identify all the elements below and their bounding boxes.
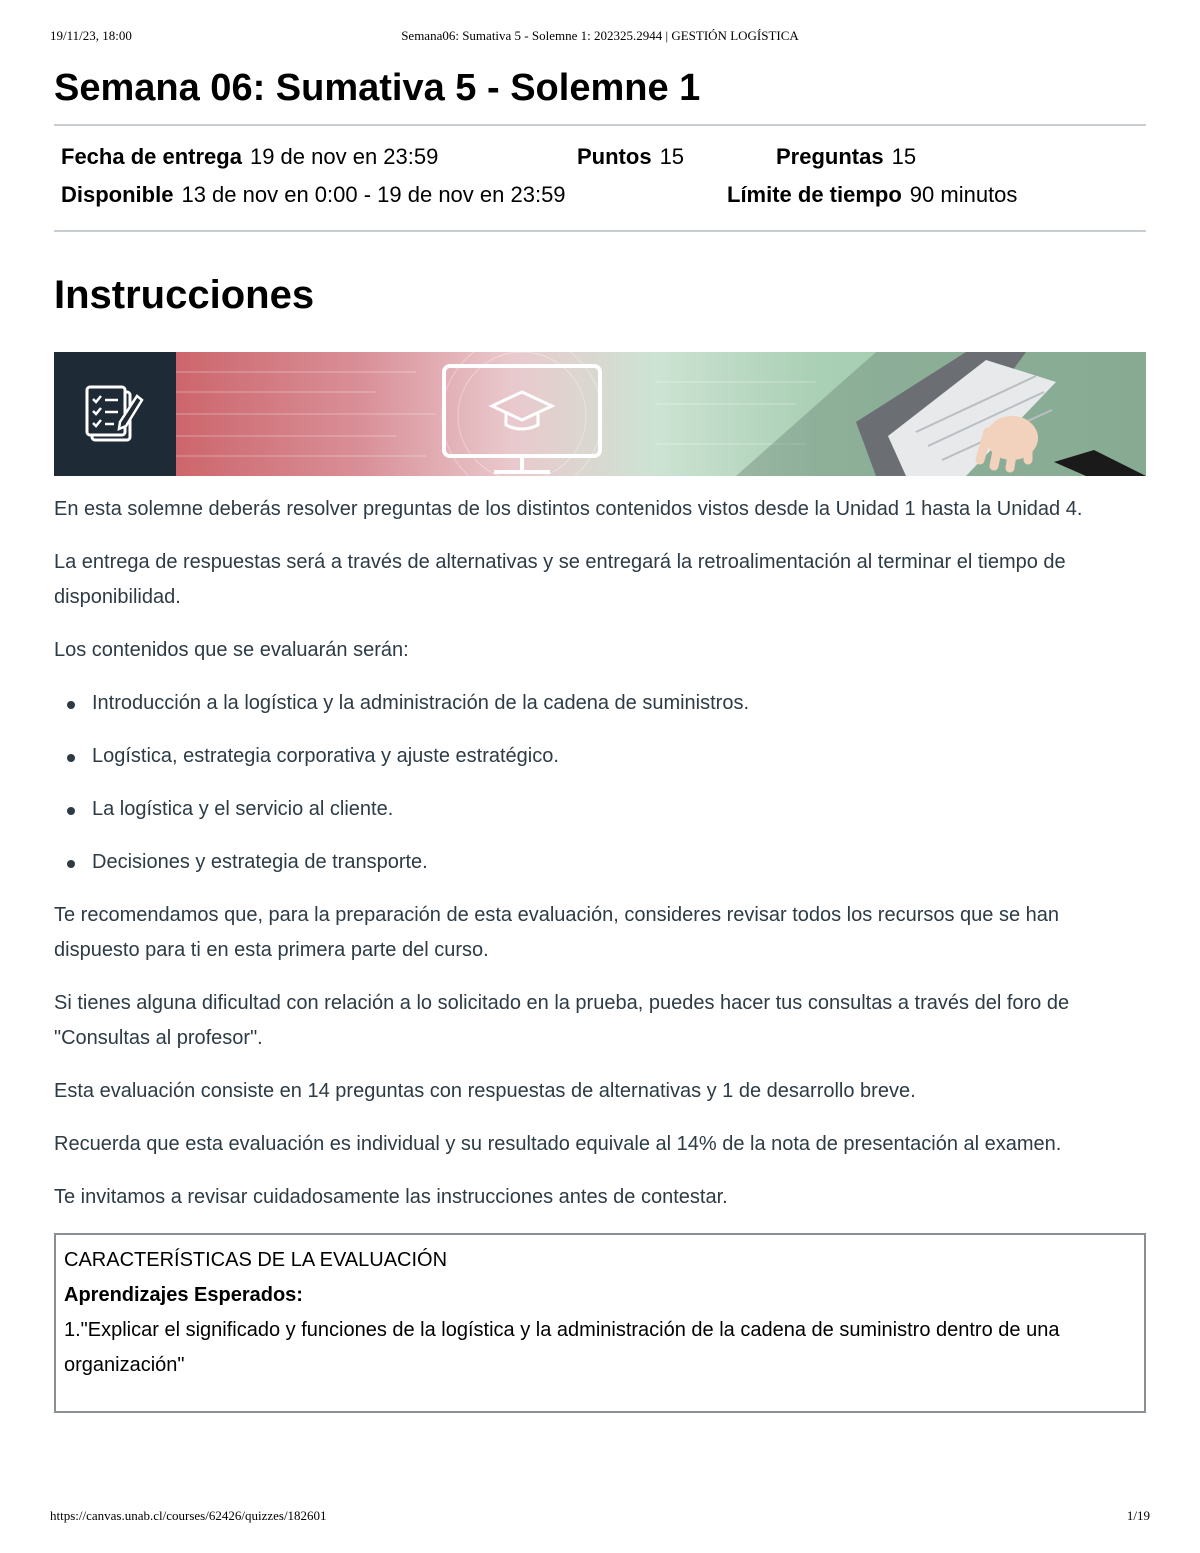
page-number: 1/19: [1126, 1508, 1150, 1523]
paragraph-contents-intro: Los contenidos que se evaluarán serán:: [54, 639, 409, 661]
list-item: La logística y el servicio al cliente.: [54, 792, 1146, 827]
availability-value: 13 de nov en 0:00 - 19 de nov en 23:59: [181, 182, 566, 207]
points-label: Puntos: [577, 144, 652, 169]
print-document-title: Semana06: Sumativa 5 - Solemne 1: 202325.2944 | GESTIÓN LOGÍSTICA: [401, 28, 799, 43]
print-date: 19/11/23, 18:00: [50, 28, 132, 43]
exam-checklist-icon: [54, 352, 176, 476]
paragraph-question-count: Esta evaluación consiste en 14 preguntas con respuestas de alternativas y 1 de desarrollo breve.: [54, 1080, 916, 1102]
evaluation-characteristics-box: [54, 1233, 1146, 1413]
points: [577, 144, 684, 170]
availability: [61, 182, 566, 208]
instructions-banner: [54, 352, 1146, 476]
expected-learning-heading: Aprendizajes Esperados:: [64, 1284, 303, 1306]
print-header: [50, 28, 1150, 48]
due-date-value: 19 de nov en 23:59: [249, 144, 439, 169]
section-title: Instrucciones: [54, 273, 315, 317]
paragraph-recommendation: Te recomendamos que, para la preparación de esta evaluación, consideres revisar todos los recursos que se han dispuesto para ti en esta primera parte del curso.: [54, 904, 1060, 961]
due-date-label: Fecha de entrega: [61, 144, 242, 169]
list-item: Decisiones y estrategia de transporte.: [54, 845, 1146, 880]
time-limit: [727, 182, 1017, 208]
page-title: Semana 06: Sumativa 5 - Solemne 1: [54, 67, 701, 109]
expected-learning-item: 1."Explicar el significado y funciones de la logística y la administración de la cadena de suministro dentro de una organización": [64, 1319, 1060, 1376]
quiz-content: [54, 62, 1146, 1413]
paragraph-intro: En esta solemne deberás resolver preguntas de los distintos contenidos vistos desde la Unidad 1 hasta la Unidad 4.: [54, 498, 1083, 520]
contents-list: [54, 686, 1146, 880]
paragraph-consultations: Si tienes alguna dificultad con relación a lo solicitado en la prueba, puedes hacer tus consultas a través del foro de "Consultas al profesor".: [54, 992, 1070, 1049]
paragraph-weight: Recuerda que esta evaluación es individual y su resultado equivale al 14% de la nota de presentación al examen.: [54, 1133, 1062, 1155]
questions-value: 15: [891, 144, 917, 169]
banner-icon-box: [54, 352, 176, 476]
due-date: [61, 144, 438, 170]
points-value: 15: [659, 144, 685, 169]
print-url: https://canvas.unab.cl/courses/62426/quizzes/182601: [50, 1508, 327, 1523]
availability-label: Disponible: [61, 182, 174, 207]
time-limit-value: 90 minutos: [909, 182, 1018, 207]
list-item: Introducción a la logística y la administración de la cadena de suministros.: [54, 686, 1146, 721]
paragraph-delivery: La entrega de respuestas será a través de alternativas y se entregará la retroalimentación al terminar el tiempo de disponibilidad.: [54, 551, 1066, 608]
divider-bottom: [54, 230, 1146, 232]
quiz-details: [54, 126, 1146, 230]
questions: [776, 144, 916, 170]
time-limit-label: Límite de tiempo: [727, 182, 902, 207]
paragraph-invitation: Te invitamos a revisar cuidadosamente las instrucciones antes de contestar.: [54, 1186, 728, 1208]
evaluation-heading: CARACTERÍSTICAS DE LA EVALUACIÓN: [64, 1249, 448, 1271]
instructions-body: [54, 492, 1146, 1215]
banner-illustration: [176, 352, 1146, 476]
list-item: Logística, estrategia corporativa y ajuste estratégico.: [54, 739, 1146, 774]
print-footer: [50, 1508, 1150, 1528]
questions-label: Preguntas: [776, 144, 884, 169]
